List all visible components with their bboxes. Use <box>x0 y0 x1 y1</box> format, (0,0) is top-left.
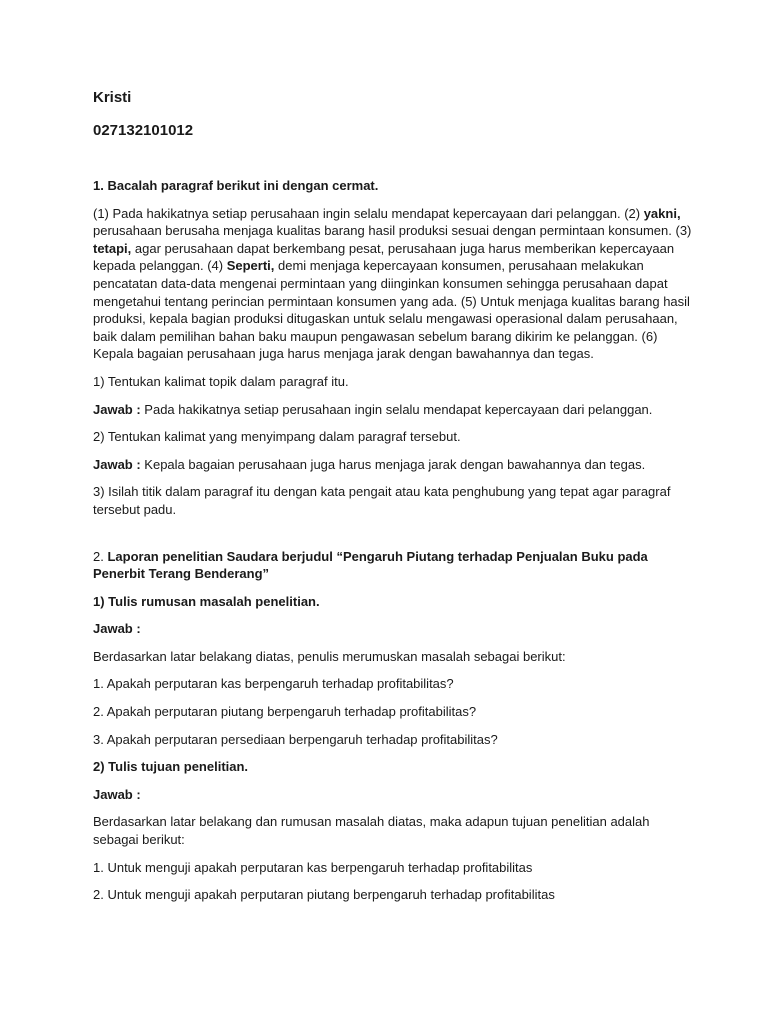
list-item: 1. Untuk menguji apakah perputaran kas berpengaruh terhadap profitabilitas <box>93 859 533 875</box>
question-1-heading: 1. Bacalah paragraf berikut ini dengan cermat. <box>93 178 379 193</box>
list-item: 1. Apakah perputaran kas berpengaruh terhadap profitabilitas? <box>93 676 454 692</box>
question-2-sub-1: 1) Tulis rumusan masalah penelitian. <box>93 593 320 609</box>
list-item: 3. Apakah perputaran persediaan berpengaruh terhadap profitabilitas? <box>93 731 498 747</box>
question-1-answer-1: Jawab : Pada hakikatnya setiap perusahaan ingin selalu mendapat kepercayaan dari pelanggan. <box>93 401 653 417</box>
document-page <box>93 88 693 904</box>
question-1-sub-2: 2) Tentukan kalimat yang menyimpang dalam paragraf tersebut. <box>93 429 461 445</box>
answer-label: Jawab : <box>93 456 141 472</box>
question-2-answer-1-intro: Berdasarkan latar belakang diatas, penulis merumuskan masalah sebagai berikut: <box>93 648 566 664</box>
question-2-sub-2: 2) Tulis tujuan penelitian. <box>93 759 249 775</box>
question-2-answer-2-label: Jawab : <box>93 786 141 802</box>
question-1-paragraph: (1) Pada hakikatnya setiap perusahaan ingin selalu mendapat kepercayaan dari pelanggan. (2) yakni, perusahaan berusaha menjaga kualitas barang hasil produksi sesuai dengan permintaan konsumen. (3) tetapi, agar perusahaan dapat berkembang pesat, perusahaan juga harus memberikan kepercayaan kepada pelanggan. (4) Seperti, demi menjaga kepercayaan konsumen, perusahaan melakukan pencatatan data-data mengenai permintaan yang diinginkan konsumen sehingga perusahaan dapat mengetahui tentang perincian permintaan konsumen yang ada. (5) Untuk menjaga kualitas barang hasil produksi, kepala bagian produksi ditugaskan untuk selalu mengawasi operasional dalam perusahaan, baik dalam pemilihan bahan baku maupun pengawasan sebelum barang dikirim ke pelanggan. (6) Kepala bagaian perusahaan juga harus menjaga jarak dengan bawahannya dan tegas. <box>93 205 692 362</box>
question-2-answer-2-intro: Berdasarkan latar belakang dan rumusan masalah diatas, maka adapun tujuan penelitian adalah sebagai berikut: <box>93 814 650 848</box>
question-1-sub-1: 1) Tentukan kalimat topik dalam paragraf itu. <box>93 373 349 389</box>
question-2-heading: 2. Laporan penelitian Saudara berjudul “Pengaruh Piutang terhadap Penjualan Buku pada Penerbit Terang Benderang” <box>93 548 648 582</box>
list-item: 2. Untuk menguji apakah perputaran piutang berpengaruh terhadap profitabilitas <box>93 887 555 903</box>
question-2-answer-1-label: Jawab : <box>93 621 141 637</box>
answer-label: Jawab : <box>93 401 141 417</box>
question-1-answer-2: Jawab : Kepala bagaian perusahaan juga harus menjaga jarak dengan bawahannya dan tegas. <box>93 456 646 472</box>
author-name: Kristi <box>93 89 132 106</box>
question-1-sub-3: 3) Isilah titik dalam paragraf itu dengan kata pengait atau kata penghubung yang tepat agar paragraf tersebut padu. <box>93 484 671 517</box>
list-item: 2. Apakah perputaran piutang berpengaruh terhadap profitabilitas? <box>93 704 477 720</box>
student-id: 027132101012 <box>93 122 194 139</box>
